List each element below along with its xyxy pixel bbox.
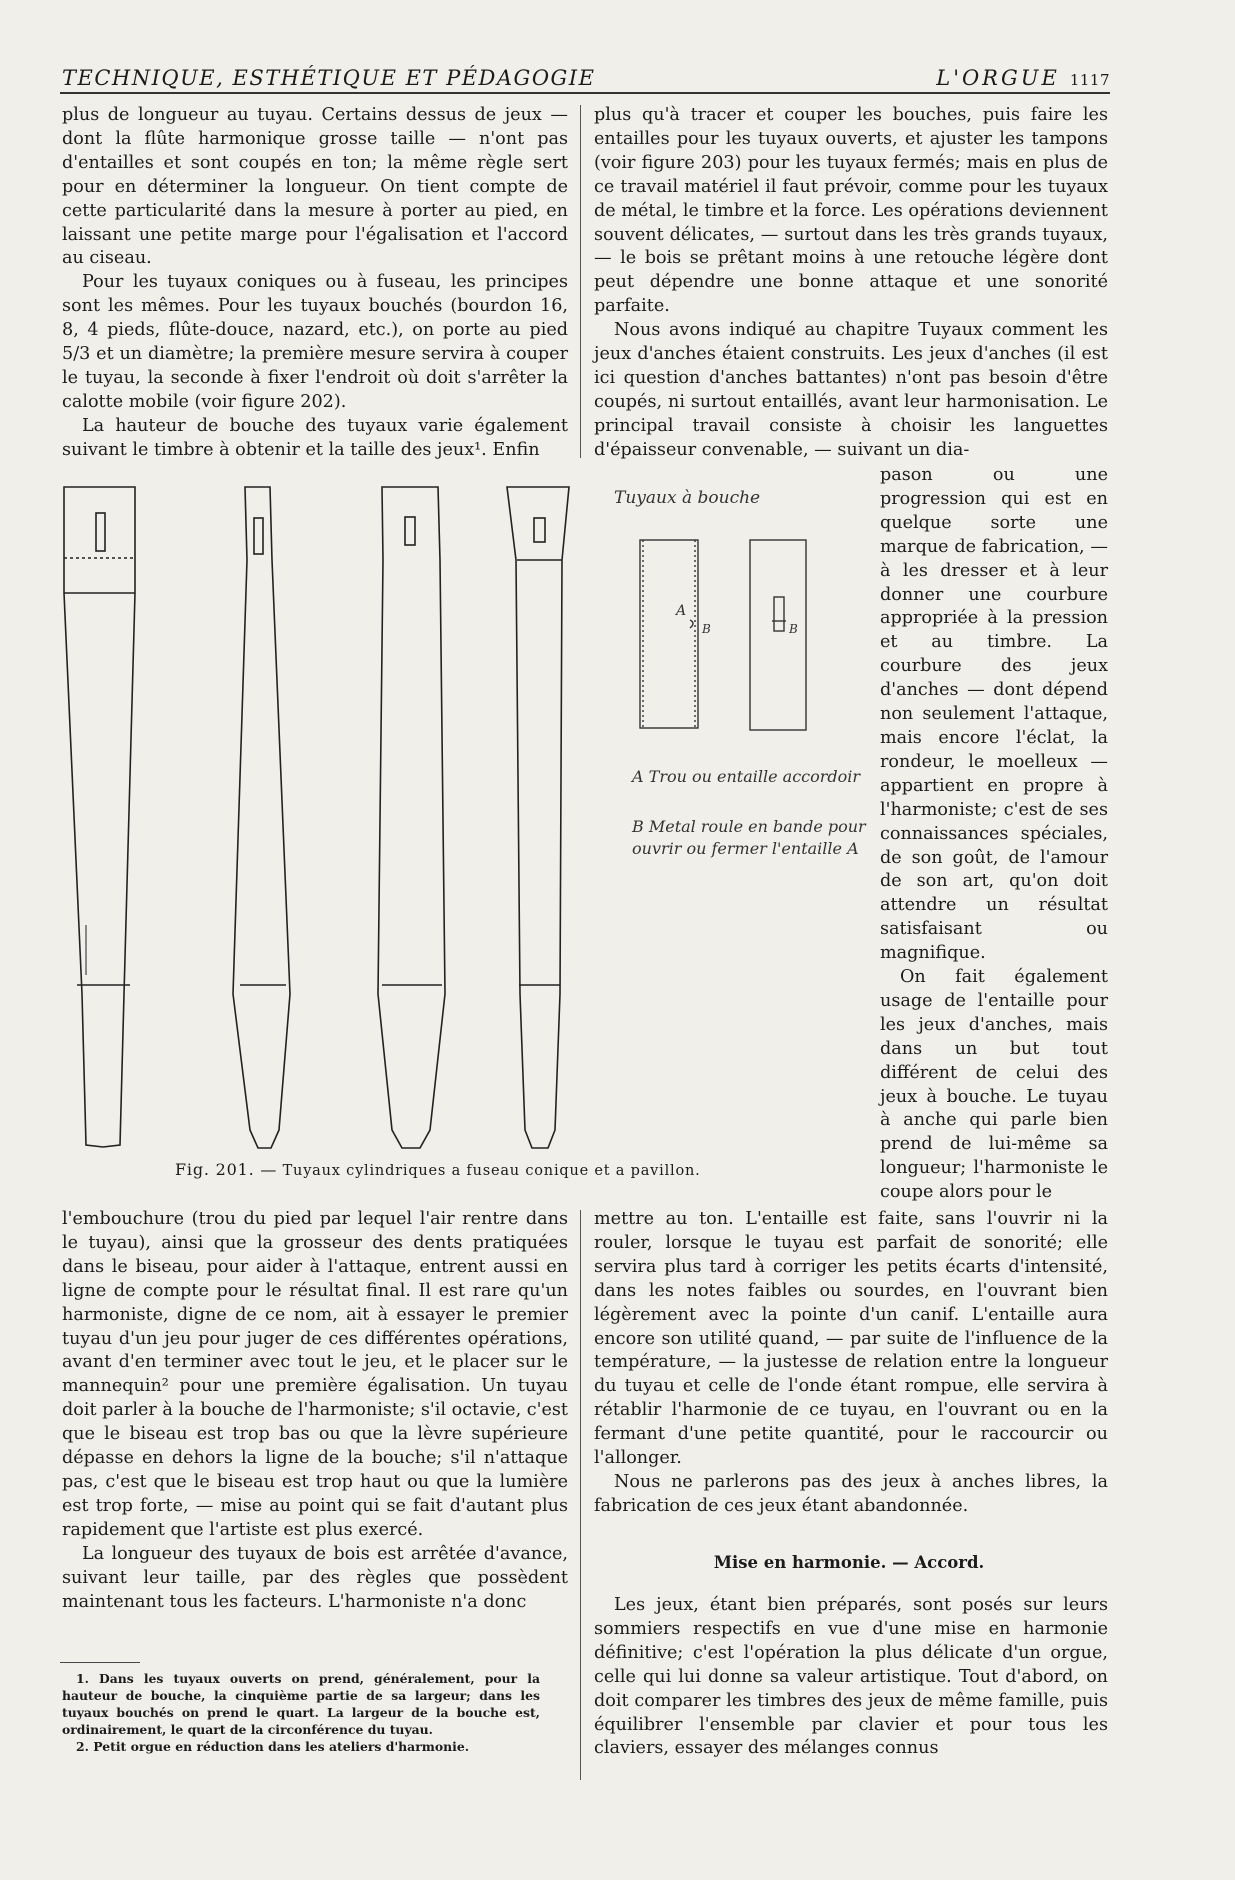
paragraph: La longueur des tuyaux de bois est arrêtée d'avance, suivant leur taille, par des règles que possèdent maintenant tous les facteurs. L'harmoniste n'a donc (62, 1543, 568, 1612)
paragraph: Nous avons indiqué au chapitre Tuyaux comment les jeux d'anches étaient construits. Les jeux d'anches (il est ici question d'anches battantes) n'ont pas besoin d'être coupés, ni surtout entaillés, avant leur harmonisation. Le principal travail consiste à choisir les languettes d'épaisseur convenable, — suivant un dia- (594, 320, 1108, 460)
sketch-title: Tuyaux à bouche (614, 488, 761, 508)
footnotes (62, 1670, 540, 1755)
paragraph: plus qu'à tracer et couper les bouches, puis faire les entailles pour les tuyaux ouverts, et ajuster les tampons (voir figure 203) pour les tuyaux fermés; mais en plus de ce travail matériel il faut prévoir, comme pour les tuyaux de métal, le timbre et la force. Les opérations deviennent souvent délicates, — surtout dans les très grands tuyaux, — le bois se prêtant moins à une retouche légère dont peut dépendre une bonne attaque et une sonorité parfaite. (594, 105, 1108, 317)
caption-label: Fig. 201. — (175, 1160, 278, 1179)
footnote-rule (60, 1662, 140, 1663)
header-title: TECHNIQUE, ESTHÉTIQUE ET PÉDAGOGIE (62, 66, 596, 90)
caption-text: Tuyaux cylindriques a fuseau conique et a pavillon. (282, 1163, 701, 1179)
header-right-label: L'ORGUE (936, 66, 1060, 90)
sketch-legend-b: B Metal roule en bande pour ouvrir ou fermer l'entaille A (632, 817, 866, 858)
paragraph: pason ou une progression qui est en quelque sorte une marque de fabrication, — à les dresser et à leur donner une courbure appropriée à la pression et au timbre. La courbure des jeux d'anches — dont dépend non seulement l'attaque, mais encore l'éclat, la rondeur, le moelleux — appartient en propre à l'harmoniste; c'est de ses connaissances spéciales, de son goût, de l'amour de son art, qu'on doit attendre un résultat satisfaisant ou magnifique. (880, 465, 1108, 964)
figure-caption (175, 1160, 701, 1179)
sketch-label-a: A (676, 603, 687, 619)
paragraph: La hauteur de bouche des tuyaux varie également suivant le timbre à obtenir et la taille des jeux¹. Enfin (62, 415, 568, 460)
column-1-bottom-text (62, 1208, 568, 1614)
sketch-label-b: B (789, 622, 798, 636)
page-number: 1117 (1069, 71, 1110, 89)
footnote-1: 1. Dans les tuyaux ouverts on prend, généralement, pour la hauteur de bouche, la cinquième partie de sa largeur; dans les tuyaux bouchés on prend le quart. La largeur de la bouche est, ordinairement, le quart de la circonférence du tuyau. (62, 1671, 540, 1737)
paragraph: Pour les tuyaux coniques ou à fuseau, les principes sont les mêmes. Pour les tuyaux bouchés (bourdon 16, 8, 4 pieds, flûte-douce, nazard, etc.), on porte au pied 5/3 et un diamètre; la première mesure servira à couper le tuyau, la seconde à fixer l'endroit où doit s'arrêter la calotte mobile (voir figure 202). (62, 272, 568, 412)
paragraph: Les jeux, étant bien préparés, sont posés sur leurs sommiers respectifs en vue d'une mise en harmonie définitive; c'est l'opération la plus délicate d'un orgue, celle qui lui donne sa valeur artistique. Tout d'abord, on doit comparer les timbres des jeux de même famille, puis équilibrer l'ensemble par clavier et pour tous les claviers, essayer des mélanges connus (594, 1595, 1108, 1759)
paragraph: Nous ne parlerons pas des jeux à anches libres, la fabrication de ces jeux étant abandonnée. (594, 1471, 1108, 1516)
column-2-bottom-text (594, 1208, 1108, 1519)
sketch-label-b: B (702, 622, 711, 636)
column-2-section-text (594, 1594, 1108, 1761)
paragraph: l'embouchure (trou du pied par lequel l'air rentre dans le tuyau), ainsi que la grosseur des dents pratiquées dans le biseau, pour aider à l'attaque, entrent aussi en ligne de compte pour le résultat final. Il est rare qu'un harmoniste, digne de ce nom, ait à essayer le premier tuyau d'un jeu pour juger de ces différentes opérations, avant d'en terminer avec tout le jeu, et le placer sur le mannequin² pour une première égalisation. Un tuyau doit parler à la bouche de l'harmoniste; s'il octavie, c'est que le biseau est trop bas ou que la lèvre supérieure dépasse en dehors la ligne de la bouche; s'il n'attaque pas, c'est que le biseau est trop haut ou que la lumière est trop forte, — mise au point qui se fait d'autant plus rapidement que l'artiste est plus exercé. (62, 1209, 568, 1540)
sketch-legend-a: A Trou ou entaille accordoir (632, 767, 861, 786)
paragraph: On fait également usage de l'entaille pour les jeux d'anches, mais dans un but tout différent de celui des jeux à bouche. Le tuyau à anche qui parle bien prend de lui-même sa longueur; l'harmoniste le coupe alors pour le (880, 967, 1108, 1203)
footnote-2: 2. Petit orgue en réduction dans les ateliers d'harmonie. (76, 1739, 470, 1754)
paragraph: mettre au ton. L'entaille est faite, sans l'ouvrir ni la rouler, lorsque le tuyau est parfait de sonorité; elle servira plus tard à corriger les petits écarts d'intensité, dans les notes faibles ou sourdes, en l'ouvrant bien légèrement avec la pointe d'un canif. L'entaille aura encore son utilité quand, — par suite de l'influence de la température, — la justesse de relation entre la longueur du tuyau et celle de l'onde étant rompue, elle servira à rétablir l'harmonie de ce tuyau, en l'ouvrant ou en la fermant d'une petite quantité, pour le raccourcir ou l'allonger. (594, 1209, 1108, 1469)
section-heading: Mise en harmonie. — Accord. (713, 1553, 985, 1572)
paragraph: plus de longueur au tuyau. Certains dessus de jeux — dont la flûte harmonique grosse taille — n'ont pas d'entailles et sont coupés en ton; la même règle sert pour en déterminer la longueur. On tient compte de cette particularité dans la mesure à porter au pied, en laissant une petite marge pour l'égalisation et l'accord au ciseau. (62, 105, 568, 269)
